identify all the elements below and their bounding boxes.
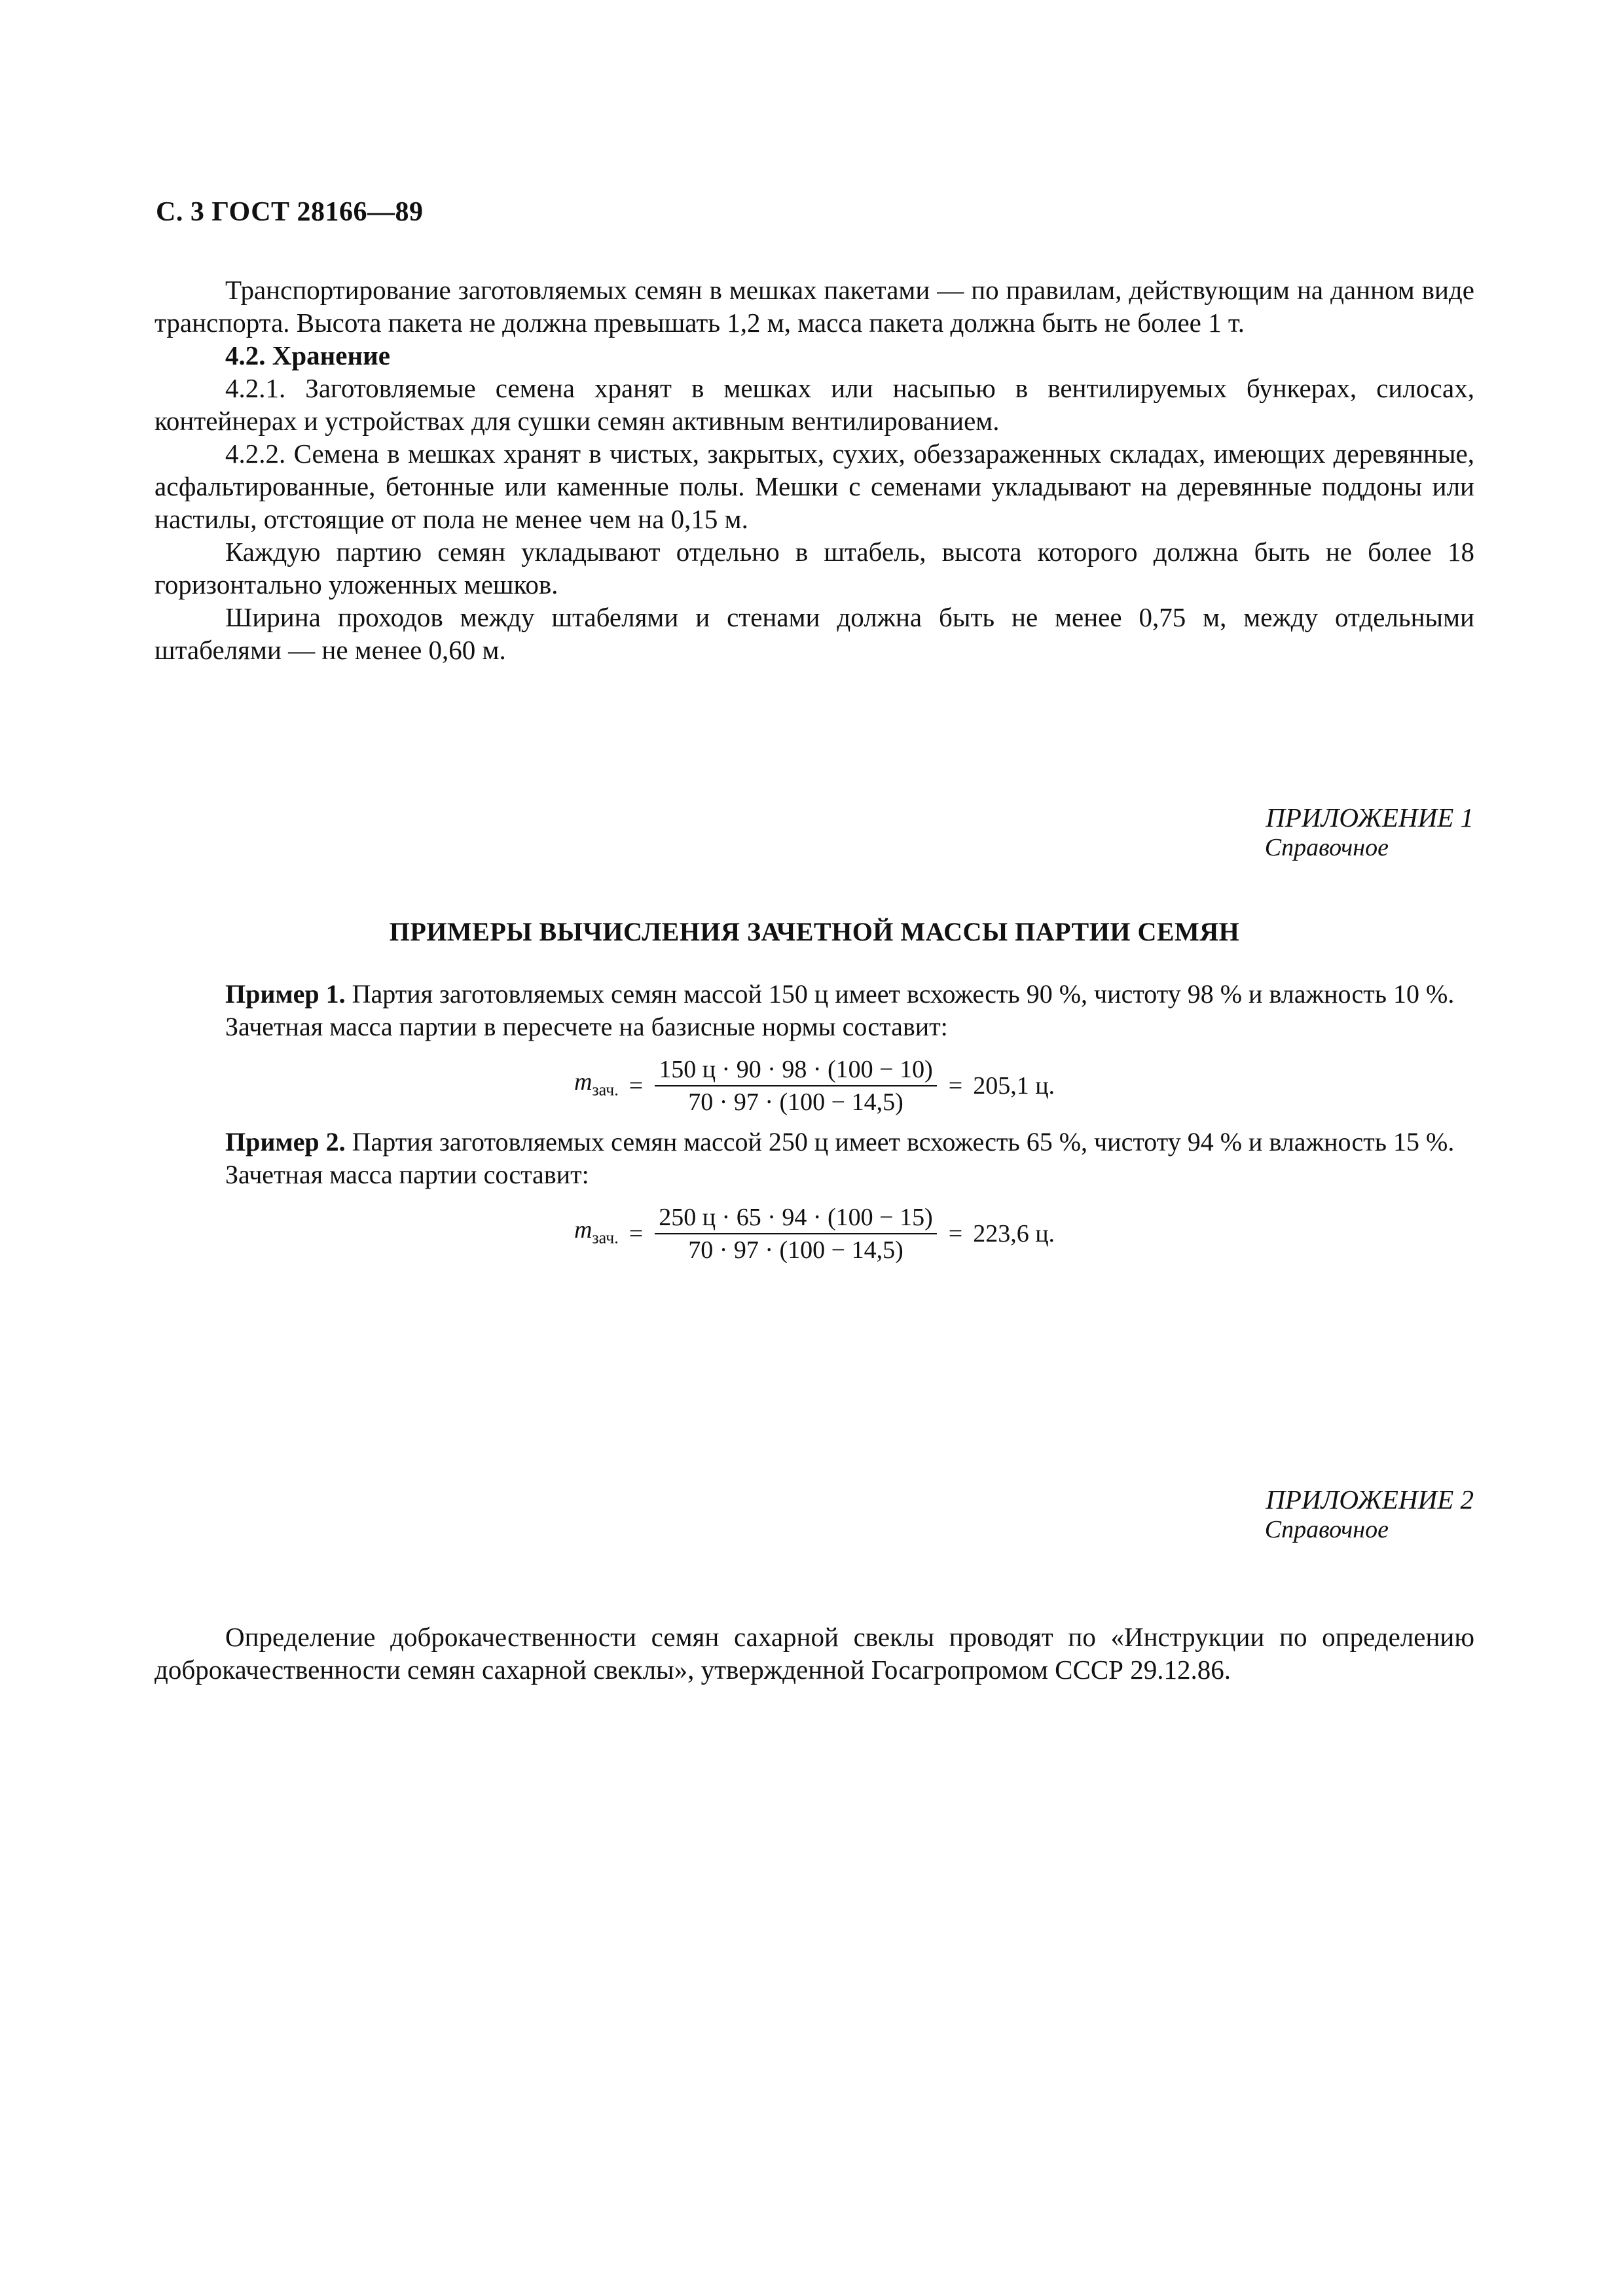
paragraph-stack: Каждую партию семян укладывают отдельно в штабель, высота которого должна быть не более 18 горизонтально уложенных мешков. [155,537,1474,600]
example-1-paragraph [155,978,1474,1011]
formula-1-fraction [655,1055,937,1117]
formula-2-denominator: 70 · 97 · (100 − 14,5) [688,1236,903,1264]
appendix-1-kind: Справочное [1264,834,1389,861]
example-2-text: Партия заготовляемых семян массой 250 ц имеет всхожесть 65 %, чистоту 94 % и влажность 15 %. [345,1127,1455,1157]
appendix-1-number: ПРИЛОЖЕНИЕ 1 [1266,802,1474,833]
paragraph-transport: Транспортирование заготовляемых семян в мешках пакетами — по правилам, действующим на данном виде транспорта. Высота пакета не должна превышать 1,2 м, масса пакета должна быть не более 1 т. [155,275,1474,338]
appendix-1-label [1081,802,1474,863]
example-1-text: Партия заготовляемых семян массой 150 ц имеет всхожесть 90 %, чистоту 98 % и влажность 10 %. [345,979,1455,1009]
example-2-paragraph [155,1126,1474,1158]
appendix-1-title: ПРИМЕРЫ ВЫЧИСЛЕНИЯ ЗАЧЕТНОЙ МАССЫ ПАРТИИ СЕМЯН [389,917,1240,946]
example-2-lead: Пример 2. [225,1127,346,1157]
formula-2-equals-2: = [948,1220,963,1247]
example-2-intro: Зачетная масса партии составит: [225,1160,589,1189]
paragraph-passages: Ширина проходов между штабелями и стенами должна быть не менее 0,75 м, между отдельными штабелями — не менее 0,60 м. [155,602,1474,665]
formula-1-numerator: 150 ц · 90 · 98 · (100 − 10) [655,1055,937,1086]
formula-1-result: 205,1 ц. [973,1072,1055,1100]
formula-2-numerator: 250 ц · 65 · 94 · (100 − 15) [655,1203,937,1234]
formula-2-lhs: $m_{зач.}$ [574,1215,619,1247]
example-1-intro: Зачетная масса партии в пересчете на базисные нормы составит: [225,1012,948,1041]
formula-2-equals: = [629,1220,644,1247]
formula-2-result: 223,6 ц. [973,1220,1055,1247]
appendix-1-examples [155,978,1474,1274]
formula-1-equals-2: = [948,1072,963,1100]
example-1-lead: Пример 1. [225,979,346,1009]
formula-1-lhs: $m_{зач.}$ [574,1067,619,1100]
formula-2 [155,1203,1474,1265]
subheading-storage: 4.2. Хранение [225,340,390,370]
section-transport-storage [155,274,1474,666]
formula-1 [155,1055,1474,1117]
formula-1-denominator: 70 · 97 · (100 − 14,5) [688,1088,903,1116]
appendix-2-label [1081,1484,1474,1545]
appendix-2-paragraph: Определение доброкачественности семян сахарной свеклы проводят по «Инструкции по определению доброкачественности семян сахарной свеклы», утвержденной Госагропромом СССР 29.12.86. [155,1622,1474,1685]
appendix-2-number: ПРИЛОЖЕНИЕ 2 [1266,1484,1474,1515]
appendix-2-body [155,1621,1474,1686]
page-header: С. 3 ГОСТ 28166—89 [156,197,424,227]
formula-1-equals: = [629,1072,644,1100]
paragraph-4-2-1: 4.2.1. Заготовляемые семена хранят в мешках или насыпью в вентилируемых бункерах, силосах, контейнерах и устройствах для сушки семян активным вентилированием. [155,373,1474,436]
formula-2-fraction [655,1203,937,1265]
paragraph-4-2-2: 4.2.2. Семена в мешках хранят в чистых, закрытых, сухих, обеззараженных складах, имеющих деревянные, асфальтированные, бетонные или каменные полы. Мешки с семенами укладывают на деревянные поддоны или настилы, отстоящие от пола не менее чем на 0,15 м. [155,439,1474,534]
appendix-2-kind: Справочное [1264,1516,1389,1543]
